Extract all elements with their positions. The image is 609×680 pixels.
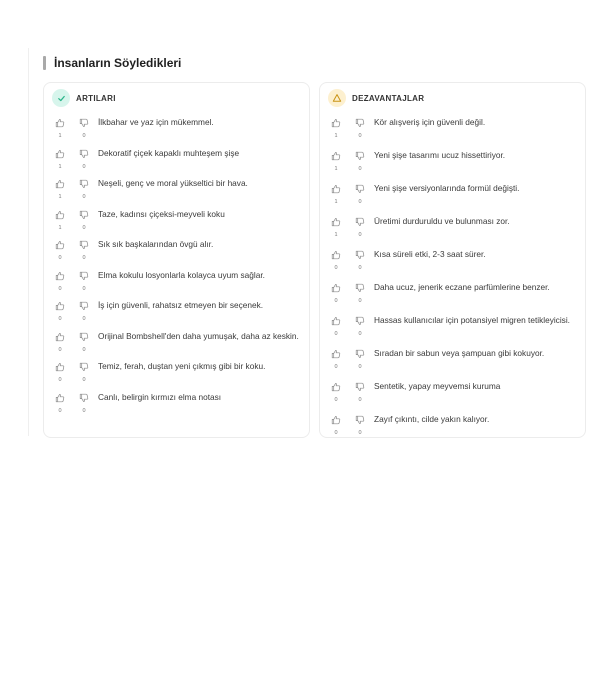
thumbs-up-icon[interactable]	[55, 298, 65, 316]
downvote-count: 0	[358, 331, 362, 337]
con-item	[320, 214, 585, 247]
thumbs-up-icon[interactable]	[331, 280, 341, 298]
pro-item	[44, 237, 309, 268]
thumbs-down-icon[interactable]	[79, 207, 89, 225]
downvote-count: 0	[358, 364, 362, 370]
downvote-count: 0	[82, 255, 86, 261]
downvote-button[interactable]	[348, 412, 372, 436]
upvote-count: 1	[58, 194, 62, 200]
downvote-button[interactable]	[72, 237, 96, 261]
downvote-count: 0	[82, 163, 86, 170]
item-text: Sıradan bir sabun veya şampuan gibi kokuyor.	[374, 348, 545, 358]
upvote-count: 0	[334, 364, 338, 370]
downvote-button[interactable]	[72, 115, 96, 139]
downvote-button[interactable]	[348, 280, 372, 304]
downvote-count: 0	[358, 166, 362, 172]
thumbs-up-icon[interactable]	[55, 237, 65, 255]
downvote-count: 0	[82, 224, 86, 231]
thumbs-down-icon[interactable]	[355, 247, 365, 265]
thumbs-down-icon[interactable]	[79, 115, 89, 133]
upvote-count: 1	[58, 224, 62, 231]
thumbs-up-icon[interactable]	[331, 115, 341, 133]
upvote-button[interactable]	[48, 207, 72, 231]
item-text: Zayıf çıkıntı, cilde yakın kalıyor.	[374, 414, 490, 424]
item-text: Daha ucuz, jenerik eczane parfümlerine benzer.	[374, 282, 550, 292]
downvote-count: 0	[358, 430, 362, 436]
upvote-count: 1	[334, 232, 338, 238]
downvote-button[interactable]	[72, 207, 96, 231]
con-item	[320, 379, 585, 412]
con-item	[320, 280, 585, 313]
upvote-count: 0	[58, 316, 62, 322]
upvote-count: 0	[334, 397, 338, 403]
thumbs-down-icon[interactable]	[79, 298, 89, 316]
cons-card	[319, 82, 586, 438]
downvote-count: 0	[82, 377, 86, 383]
downvote-button[interactable]	[348, 379, 372, 403]
downvote-count: 0	[82, 407, 86, 414]
thumbs-up-icon[interactable]	[331, 412, 341, 430]
upvote-button[interactable]	[48, 298, 72, 322]
downvote-count: 0	[358, 298, 362, 304]
upvote-button[interactable]	[324, 346, 348, 370]
thumbs-down-icon[interactable]	[355, 115, 365, 133]
item-text: Kısa süreli etki, 2-3 saat sürer.	[374, 249, 486, 259]
thumbs-up-icon[interactable]	[331, 313, 341, 331]
cons-list	[320, 115, 585, 445]
item-text: Yeni şişe tasarımı ucuz hissettiriyor.	[374, 150, 506, 160]
thumbs-down-icon[interactable]	[79, 237, 89, 255]
item-text: Kör alışveriş için güvenli değil.	[374, 117, 486, 127]
downvote-button[interactable]	[72, 329, 96, 353]
item-text: İlkbahar ve yaz için mükemmel.	[98, 117, 214, 127]
upvote-count: 0	[334, 331, 338, 337]
item-text: Sentetik, yapay meyvemsi kuruma	[374, 381, 501, 391]
item-text: Elma kokulu losyonlarla kolayca uyum sağlar.	[98, 269, 265, 280]
downvote-button[interactable]	[72, 298, 96, 322]
con-item	[320, 115, 585, 148]
upvote-button[interactable]	[48, 329, 72, 353]
con-item	[320, 247, 585, 280]
upvote-button[interactable]	[324, 280, 348, 304]
upvote-button[interactable]	[48, 146, 72, 170]
upvote-count: 0	[334, 430, 338, 436]
heading-accent-bar	[43, 56, 46, 70]
downvote-count: 0	[358, 133, 362, 139]
thumbs-down-icon[interactable]	[79, 176, 89, 194]
con-item	[320, 148, 585, 181]
thumbs-down-icon[interactable]	[79, 390, 89, 408]
downvote-button[interactable]	[72, 359, 96, 383]
check-icon	[52, 89, 70, 107]
downvote-button[interactable]	[348, 346, 372, 370]
item-text: Üretimi durduruldu ve bulunması zor.	[374, 216, 510, 226]
cons-label: DEZAVANTAJLAR	[352, 93, 425, 103]
item-text: Sık sık başkalarından övgü alır.	[98, 239, 214, 249]
thumbs-down-icon[interactable]	[355, 280, 365, 298]
downvote-button[interactable]	[348, 214, 372, 238]
downvote-button[interactable]	[72, 146, 96, 170]
upvote-count: 1	[334, 199, 338, 205]
pros-label: ARTILARI	[76, 93, 116, 103]
upvote-button[interactable]	[48, 237, 72, 261]
pros-list	[44, 115, 309, 420]
upvote-button[interactable]	[324, 214, 348, 238]
downvote-button[interactable]	[72, 268, 96, 292]
thumbs-up-icon[interactable]	[55, 268, 65, 286]
thumbs-up-icon[interactable]	[331, 247, 341, 265]
downvote-count: 0	[82, 316, 86, 322]
upvote-count: 0	[58, 285, 62, 292]
item-text: Temiz, ferah, duştan yeni çıkmış gibi bir koku.	[98, 361, 266, 371]
thumbs-down-icon[interactable]	[355, 346, 365, 364]
downvote-count: 0	[82, 194, 86, 200]
upvote-button[interactable]	[324, 379, 348, 403]
thumbs-down-icon[interactable]	[79, 146, 89, 164]
con-item	[320, 346, 585, 379]
thumbs-down-icon[interactable]	[355, 412, 365, 430]
upvote-count: 0	[58, 346, 62, 353]
upvote-button[interactable]	[324, 313, 348, 337]
pro-item	[44, 146, 309, 177]
thumbs-up-icon[interactable]	[331, 346, 341, 364]
con-item	[320, 412, 585, 445]
upvote-count: 0	[58, 407, 62, 414]
pro-item	[44, 329, 309, 360]
upvote-button[interactable]	[48, 390, 72, 414]
pro-item	[44, 298, 309, 329]
thumbs-up-icon[interactable]	[55, 176, 65, 194]
con-item	[320, 313, 585, 346]
thumbs-up-icon[interactable]	[55, 359, 65, 377]
thumbs-down-icon[interactable]	[79, 329, 89, 347]
upvote-button[interactable]	[324, 181, 348, 205]
upvote-button[interactable]	[324, 148, 348, 172]
upvote-button[interactable]	[324, 412, 348, 436]
warning-triangle-icon	[328, 89, 346, 107]
downvote-button[interactable]	[348, 181, 372, 205]
thumbs-up-icon[interactable]	[55, 115, 65, 133]
upvote-button[interactable]	[48, 115, 72, 139]
pro-item	[44, 176, 309, 207]
downvote-count: 0	[82, 133, 86, 139]
thumbs-down-icon[interactable]	[355, 313, 365, 331]
downvote-button[interactable]	[72, 176, 96, 200]
pro-item	[44, 207, 309, 238]
thumbs-up-icon[interactable]	[55, 146, 65, 164]
upvote-button[interactable]	[324, 115, 348, 139]
downvote-count: 0	[82, 285, 86, 292]
thumbs-down-icon[interactable]	[355, 214, 365, 232]
thumbs-down-icon[interactable]	[79, 359, 89, 377]
item-text: Taze, kadınsı çiçeksi-meyveli koku	[98, 208, 225, 219]
downvote-count: 0	[358, 199, 362, 205]
item-text: Dekoratif çiçek kapaklı muhteşem şişe	[98, 147, 240, 158]
item-text: Neşeli, genç ve moral yükseltici bir hava.	[98, 178, 248, 188]
upvote-count: 0	[334, 298, 338, 304]
upvote-button[interactable]	[48, 268, 72, 292]
downvote-count: 0	[358, 232, 362, 238]
thumbs-up-icon[interactable]	[55, 207, 65, 225]
thumbs-up-icon[interactable]	[331, 148, 341, 166]
upvote-count: 1	[58, 133, 62, 139]
people-say-section	[28, 48, 588, 436]
item-text: Orijinal Bombshell'den daha yumuşak, daha az keskin.	[98, 330, 299, 341]
pro-item	[44, 359, 309, 390]
downvote-button[interactable]	[348, 313, 372, 337]
thumbs-up-icon[interactable]	[331, 214, 341, 232]
downvote-button[interactable]	[348, 115, 372, 139]
item-text: Canlı, belirgin kırmızı elma notası	[98, 391, 222, 402]
thumbs-down-icon[interactable]	[355, 379, 365, 397]
thumbs-down-icon[interactable]	[79, 268, 89, 286]
pro-item	[44, 390, 309, 421]
section-title: İnsanların Söyledikleri	[54, 56, 182, 70]
cons-header	[328, 89, 424, 107]
downvote-count: 0	[358, 397, 362, 403]
upvote-button[interactable]	[48, 176, 72, 200]
pros-card	[43, 82, 310, 438]
upvote-count: 1	[334, 166, 338, 172]
upvote-count: 0	[58, 255, 62, 261]
pro-item	[44, 268, 309, 299]
item-text: Yeni şişe versiyonlarında formül değişti.	[374, 183, 520, 193]
section-heading	[43, 56, 181, 70]
item-text: Hassas kullanıcılar için potansiyel migren tetikleyicisi.	[374, 315, 570, 325]
thumbs-up-icon[interactable]	[55, 390, 65, 408]
downvote-count: 0	[358, 265, 362, 271]
upvote-count: 0	[58, 377, 62, 383]
item-text: İş için güvenli, rahatsız etmeyen bir seçenek.	[98, 300, 264, 310]
thumbs-down-icon[interactable]	[355, 181, 365, 199]
upvote-count: 0	[334, 265, 338, 271]
thumbs-up-icon[interactable]	[55, 329, 65, 347]
downvote-button[interactable]	[348, 148, 372, 172]
pros-header	[52, 89, 116, 107]
thumbs-up-icon[interactable]	[331, 379, 341, 397]
upvote-count: 1	[58, 163, 62, 170]
downvote-button[interactable]	[348, 247, 372, 271]
downvote-count: 0	[82, 346, 86, 353]
downvote-button[interactable]	[72, 390, 96, 414]
upvote-button[interactable]	[48, 359, 72, 383]
thumbs-down-icon[interactable]	[355, 148, 365, 166]
upvote-count: 1	[334, 133, 338, 139]
pro-item	[44, 115, 309, 146]
thumbs-up-icon[interactable]	[331, 181, 341, 199]
upvote-button[interactable]	[324, 247, 348, 271]
con-item	[320, 181, 585, 214]
